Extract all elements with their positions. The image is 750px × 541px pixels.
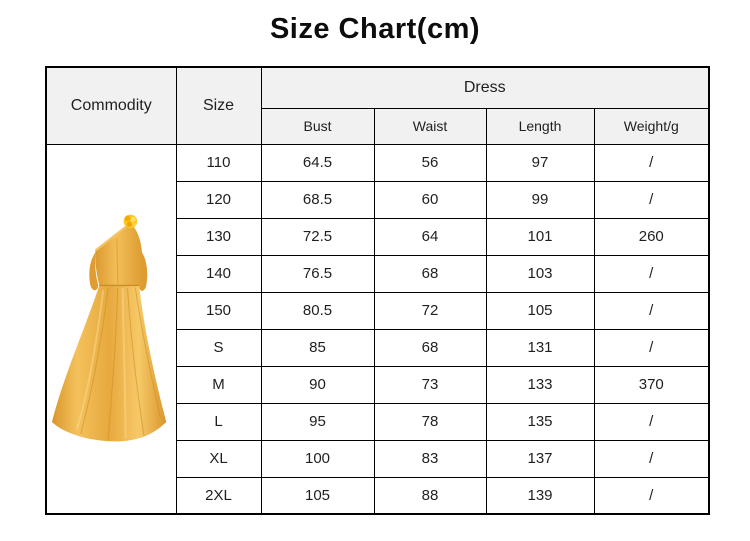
length-cell: 97 — [486, 144, 594, 181]
header-row-group — [46, 67, 709, 108]
waist-cell: 78 — [374, 403, 486, 440]
length-cell: 101 — [486, 218, 594, 255]
size-cell: 110 — [176, 144, 261, 181]
weight-cell: / — [594, 144, 709, 181]
size-cell: XL — [176, 440, 261, 477]
length-cell: 105 — [486, 292, 594, 329]
length-cell: 137 — [486, 440, 594, 477]
weight-cell: 260 — [594, 218, 709, 255]
weight-cell: / — [594, 477, 709, 514]
length-cell: 133 — [486, 366, 594, 403]
weight-cell: / — [594, 292, 709, 329]
size-chart-table — [45, 66, 710, 515]
waist-cell: 64 — [374, 218, 486, 255]
length-cell: 135 — [486, 403, 594, 440]
size-cell: 120 — [176, 181, 261, 218]
waist-cell: 68 — [374, 255, 486, 292]
waist-cell: 56 — [374, 144, 486, 181]
bust-cell: 68.5 — [261, 181, 374, 218]
bust-cell: 95 — [261, 403, 374, 440]
dress-image — [48, 146, 174, 512]
header-cell-bust: Bust — [261, 108, 374, 144]
bust-cell: 72.5 — [261, 218, 374, 255]
waist-cell: 83 — [374, 440, 486, 477]
length-cell: 103 — [486, 255, 594, 292]
size-cell: 2XL — [176, 477, 261, 514]
bust-cell: 64.5 — [261, 144, 374, 181]
waist-cell: 73 — [374, 366, 486, 403]
length-cell: 99 — [486, 181, 594, 218]
bust-cell: 105 — [261, 477, 374, 514]
size-cell: 150 — [176, 292, 261, 329]
size-cell: S — [176, 329, 261, 366]
size-cell: M — [176, 366, 261, 403]
shoulder-flower-icon — [124, 214, 138, 228]
header-cell-weight: Weight/g — [594, 108, 709, 144]
waist-cell: 68 — [374, 329, 486, 366]
size-cell: 130 — [176, 218, 261, 255]
bust-cell: 80.5 — [261, 292, 374, 329]
waist-cell: 60 — [374, 181, 486, 218]
weight-cell: / — [594, 403, 709, 440]
waist-cell: 88 — [374, 477, 486, 514]
table-row-110 — [46, 144, 709, 181]
weight-cell: / — [594, 329, 709, 366]
header-cell-commodity: Commodity — [46, 67, 176, 144]
commodity-image-cell — [46, 144, 176, 514]
bust-cell: 85 — [261, 329, 374, 366]
size-cell: 140 — [176, 255, 261, 292]
header-cell-length: Length — [486, 108, 594, 144]
page-title: Size Chart(cm) — [269, 13, 481, 45]
dress-graphic — [52, 214, 166, 441]
size-cell: L — [176, 403, 261, 440]
bust-cell: 90 — [261, 366, 374, 403]
weight-cell: 370 — [594, 366, 709, 403]
weight-cell: / — [594, 255, 709, 292]
length-cell: 131 — [486, 329, 594, 366]
bust-cell: 100 — [261, 440, 374, 477]
header-cell-waist: Waist — [374, 108, 486, 144]
weight-cell: / — [594, 181, 709, 218]
bust-cell: 76.5 — [261, 255, 374, 292]
waist-cell: 72 — [374, 292, 486, 329]
weight-cell: / — [594, 440, 709, 477]
header-cell-dress-group: Dress — [261, 67, 709, 108]
length-cell: 139 — [486, 477, 594, 514]
header-cell-size: Size — [176, 67, 261, 144]
